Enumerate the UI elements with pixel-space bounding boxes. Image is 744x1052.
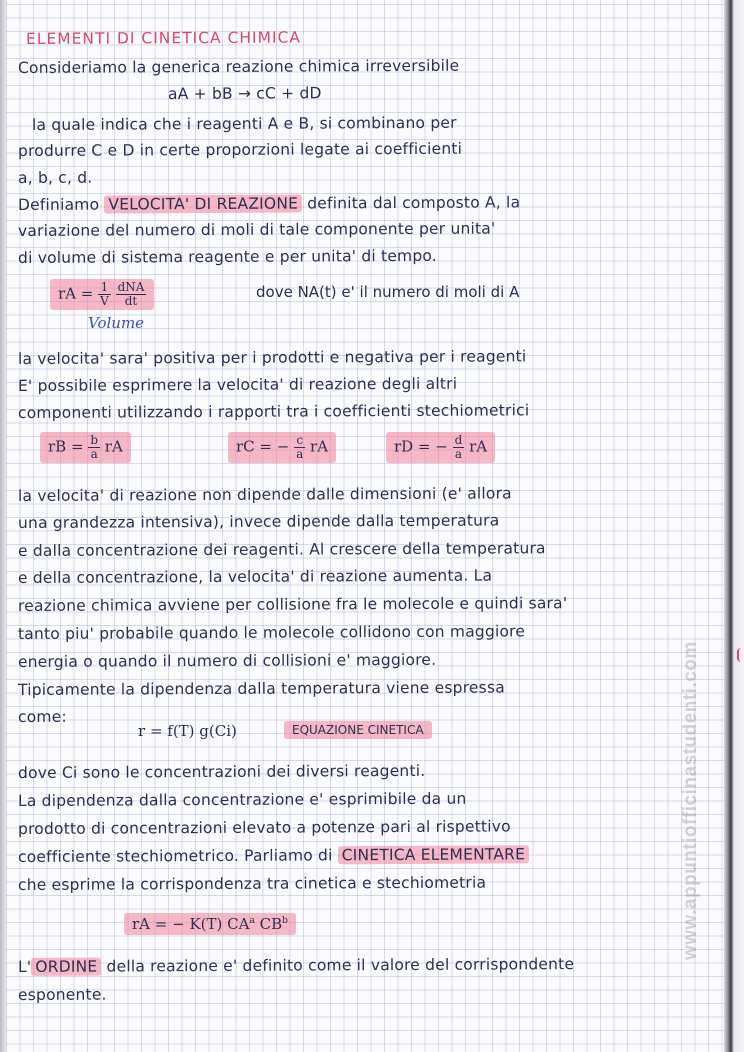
rate-formula-lhs: rA = xyxy=(58,284,94,303)
paragraph4-line2: La dipendenza dalla concentrazione e' esprimibile da un xyxy=(17,789,467,810)
ratio-c-frac xyxy=(294,434,305,461)
ratio-b-frac xyxy=(88,434,100,461)
ratio-c-num: c xyxy=(294,434,305,448)
ratio-c-den: a xyxy=(296,447,304,461)
reaction-equation: aA + bB → cC + dD xyxy=(167,84,322,103)
spiral-binding xyxy=(724,0,744,1052)
paragraph3-line3: e dalla concentrazione dei reagenti. Al crescere della temperatura xyxy=(17,539,546,560)
paragraph1-line2: produrre C e D in certe proporzioni legate ai coefficienti xyxy=(17,139,463,160)
page-left-edge xyxy=(0,0,6,1052)
elementary-eq-exp-b: b xyxy=(282,916,288,926)
ratio-b-num: b xyxy=(90,433,98,447)
elementary-rate-equation xyxy=(124,913,296,935)
ratio-formula-b xyxy=(40,432,131,463)
paragraph4-line1: dove Ci sono le concentrazioni dei diversi reagenti. xyxy=(17,761,426,782)
paragraph3-line4: e della concentrazione, la velocita' di reazione aumenta. La xyxy=(17,566,493,587)
edge-pen-mark xyxy=(737,648,744,662)
definition-line2: variazione del numero di moli di tale componente per unita' xyxy=(17,219,496,240)
elementary-kinetics-highlight: CINETICA ELEMENTARE xyxy=(338,845,529,864)
paragraph4-line5: che esprime la corrispondenza tra cinetica e stechiometria xyxy=(17,873,487,894)
watermark: www.appuntiofficinastudenti.com xyxy=(680,641,701,960)
ratio-d-frac xyxy=(453,434,465,461)
paragraph1-line3: a, b, c, d. xyxy=(17,168,93,187)
ratio-d-lhs: rD = − xyxy=(394,437,448,456)
ratio-b-rhs: rA xyxy=(104,437,123,456)
ratio-c-lhs: rC = − xyxy=(236,437,290,456)
rate-formula xyxy=(50,279,154,310)
ratio-b-lhs: rB = xyxy=(48,437,84,456)
paragraph2-line3: componenti utilizzando i rapporti tra i coefficienti stechiometrici xyxy=(17,401,530,422)
definition-rest: definita dal composto A, la xyxy=(307,193,521,213)
paragraph4-line3: prodotto di concentrazioni elevato a potenze pari al rispettivo xyxy=(17,817,511,838)
frac2-denominator: dt xyxy=(124,294,138,308)
definition-prefix: Definiamo xyxy=(17,195,100,214)
rate-formula-frac2 xyxy=(116,281,147,308)
rate-formula-frac1 xyxy=(98,281,111,308)
ratio-d-den: a xyxy=(454,447,463,461)
ratio-b-den: a xyxy=(90,447,98,461)
final-rest: della reazione e' definito come il valore del corrispondente xyxy=(106,955,575,976)
final-line1 xyxy=(18,955,574,976)
ratio-d-num: d xyxy=(454,433,463,447)
elementary-eq-exp-a: a xyxy=(249,916,255,926)
kinetic-equation-label: EQUAZIONE CINETICA xyxy=(284,721,432,739)
frac2-numerator: dNA xyxy=(117,280,145,294)
frac1-denominator: V xyxy=(100,294,109,308)
paragraph3-line8: Tipicamente la dipendenza dalla temperatura viene espressa xyxy=(17,678,505,699)
order-highlight: ORDINE xyxy=(31,958,101,976)
ratio-d-rhs: rA xyxy=(469,437,488,456)
elementary-eq-cb: CB xyxy=(259,915,283,933)
paragraph3-line6: tanto piu' probabile quando le molecole collidono con maggiore xyxy=(17,622,526,643)
paragraph3-line5: reazione chimica avviene per collisione fra le molecole e quindi sara' xyxy=(17,594,568,615)
paragraph4-line4 xyxy=(18,845,529,866)
paragraph3-line2: una grandezza intensiva), invece dipende dalla temperatura xyxy=(17,511,500,532)
rate-definition-explanation: dove NA(t) e' il numero di moli di A xyxy=(256,283,520,301)
page-title: ELEMENTI DI CINETICA CHIMICA xyxy=(25,28,302,48)
frac1-numerator: 1 xyxy=(98,281,111,295)
kinetic-equation: r = f(T) g(Ci) xyxy=(138,722,237,740)
intro-line: Consideriamo la generica reazione chimica irreversibile xyxy=(17,56,460,77)
volume-annotation: Volume xyxy=(88,314,145,332)
ratio-c-rhs: rA xyxy=(310,437,329,456)
final-prefix: L' xyxy=(17,957,32,976)
elementary-eq-lhs: rA = − K(T) CA xyxy=(132,915,250,933)
paragraph4-line4-prefix: coefficiente stechiometrico. Parliamo di xyxy=(17,846,333,866)
paragraph2-line2: E' possibile esprimere la velocita' di reazione degli altri xyxy=(17,374,458,395)
definition-line3: di volume di sistema reagente e per unita' di tempo. xyxy=(17,246,437,267)
paragraph3-line9: come: xyxy=(17,707,67,726)
definition-line xyxy=(18,193,520,214)
paragraph2-line1: la velocita' sara' positiva per i prodotti e negativa per i reagenti xyxy=(17,347,527,368)
final-line2: esponente. xyxy=(17,985,107,1004)
ratio-formula-d xyxy=(386,432,495,463)
paragraph3-line7: energia o quando il numero di collisioni e' maggiore. xyxy=(17,650,437,671)
ratio-formula-c xyxy=(228,432,336,463)
paragraph1-line1: la quale indica che i reagenti A e B, si combinano per xyxy=(31,113,457,134)
paragraph3-line1: la velocita' di reazione non dipende dalle dimensioni (e' allora xyxy=(17,484,512,505)
rate-term-highlight: VELOCITA' DI REAZIONE xyxy=(104,195,302,214)
